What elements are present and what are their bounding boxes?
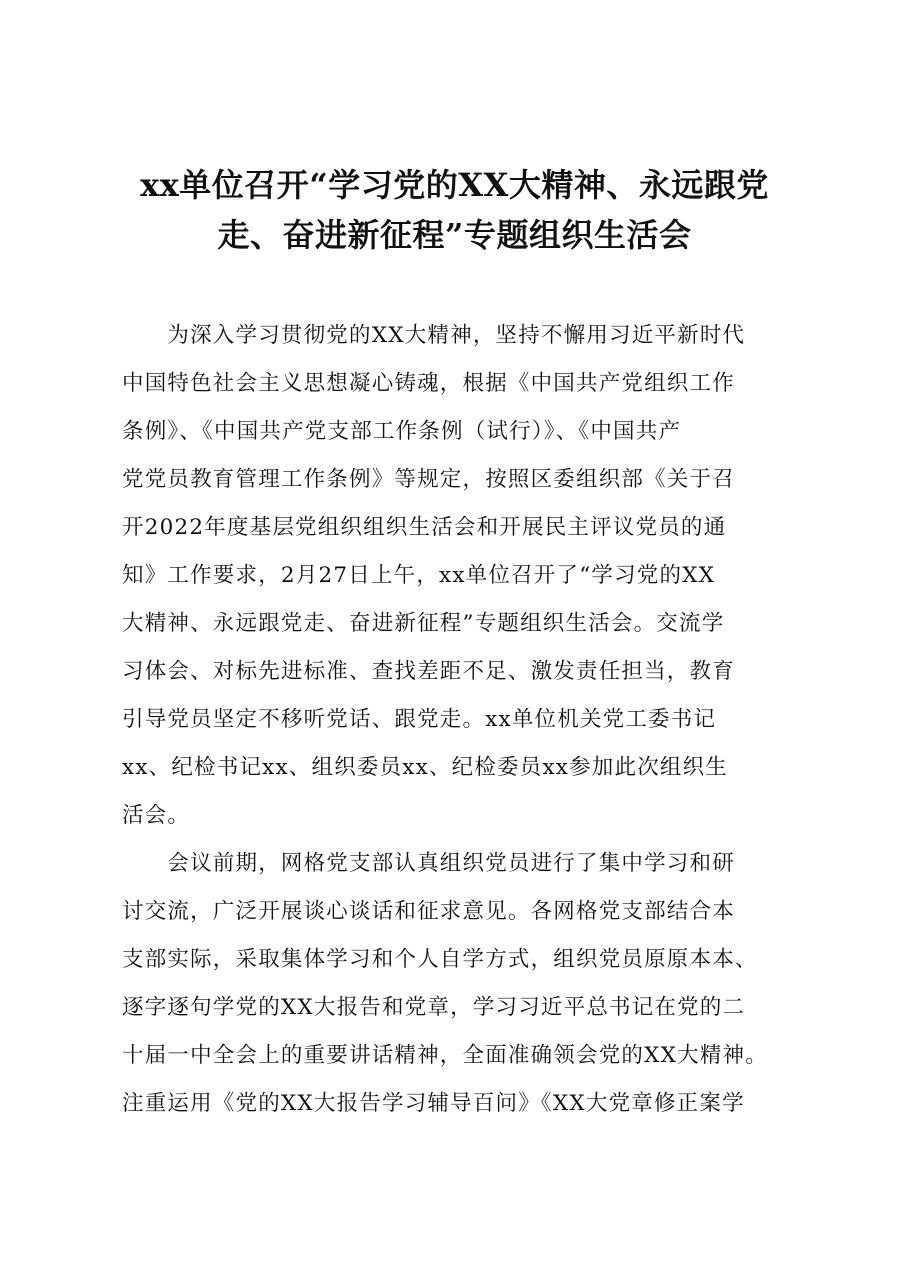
paragraph-2 [122,840,798,1128]
text-line: 条例》、《中国共产党支部工作条例（试行）》、《中国共产 [122,419,682,444]
text-line: 开2022年度基层党组织组织生活会和开展民主评议党员的通 [122,515,727,540]
paragraph-1 [122,312,798,840]
text-line: 支部实际，采取集体学习和个人自学方式，组织党员原原本本、 [122,947,758,972]
text-line: xx、纪检书记xx、组织委员xx、纪检委员xx参加此次组织生 [122,755,729,780]
text-line: 讨交流，广泛开展谈心谈话和征求意见。各网格党支部结合本 [122,899,735,924]
title-line: xx单位召开“学习党的XX大精神、永远跟党 [140,166,769,204]
text-line: 为深入学习贯彻党的XX大精神，坚持不懈用习近平新时代 [122,323,746,348]
document-body [122,312,798,1128]
text-line: 习体会、对标先进标准、查找差距不足、激发责任担当，教育 [122,659,735,684]
text-line: 十届一中全会上的重要讲话精神，全面准确领会党的XX大精神。 [122,1043,768,1068]
text-line: 注重运用《党的XX大报告学习辅导百问》《XX大党章修正案学 [122,1091,745,1116]
text-line: 大精神、永远跟党走、奋进新征程”专题组织生活会。交流学 [122,611,725,636]
document-title [100,160,809,260]
text-line: 引导党员坚定不移听党话、跟党走。xx单位机关党工委书记 [122,707,717,732]
text-line: 党党员教育管理工作条例》等规定，按照区委组织部《关于召 [122,467,735,492]
title-line: 走、奋进新征程”专题组织生活会 [217,216,692,254]
text-line: 会议前期，网格党支部认真组织党员进行了集中学习和研 [122,851,735,876]
text-line: 中国特色社会主义思想凝心铸魂，根据《中国共产党组织工作 [122,371,735,396]
text-line: 知》工作要求，2月27日上午，xx单位召开了“学习党的XX [122,563,716,588]
text-line: 活会。 [122,803,191,828]
text-line: 逐字逐句学党的XX大报告和党章，学习习近平总书记在党的二 [122,995,746,1020]
